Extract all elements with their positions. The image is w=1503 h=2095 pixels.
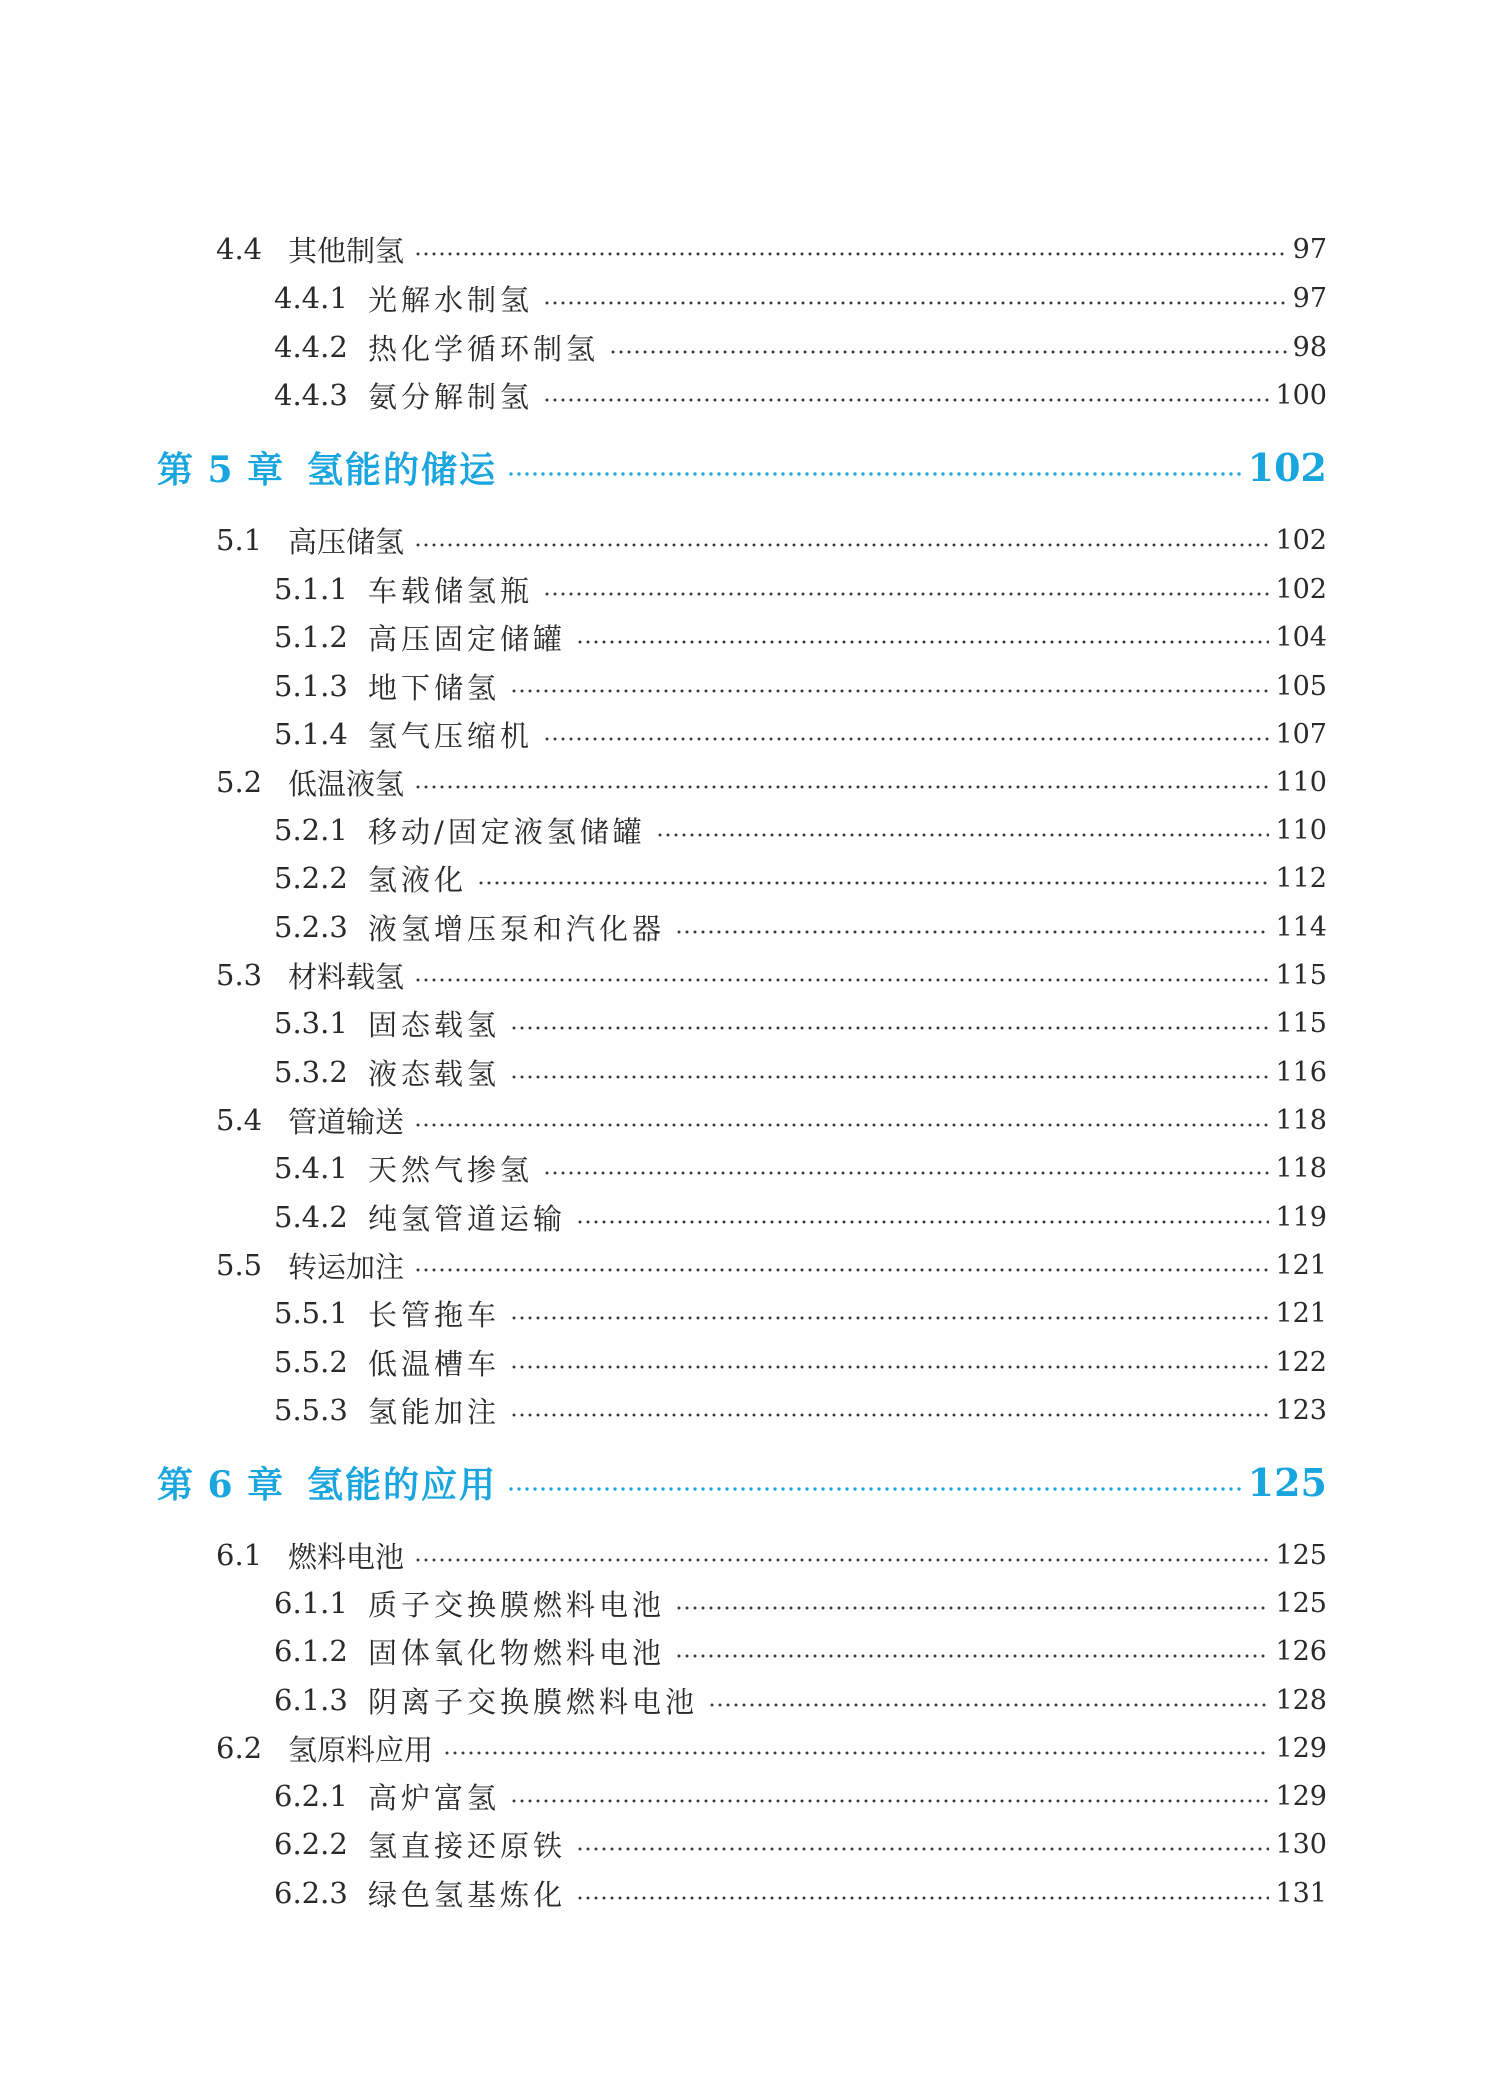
dot-leader <box>576 1847 1269 1851</box>
toc-page-number: 121 <box>1275 1297 1327 1329</box>
toc-section-number: 6.2 <box>216 1731 263 1765</box>
dot-leader <box>414 252 1287 256</box>
toc-subsection-title: 固体氧化物燃料电池 <box>368 1635 666 1670</box>
toc-page-number: 123 <box>1275 1394 1327 1426</box>
toc-page-number: 129 <box>1275 1732 1327 1764</box>
toc-subsection-entry[interactable] <box>274 905 1327 949</box>
toc-page-number: 118 <box>1275 1104 1327 1136</box>
dot-leader <box>576 640 1269 644</box>
toc-section-entry[interactable] <box>216 227 1327 271</box>
dot-leader <box>414 785 1269 789</box>
toc-page-number: 116 <box>1275 1056 1327 1088</box>
toc-subsection-number: 6.2.2 <box>274 1827 348 1861</box>
toc-subsection-title: 绿色氢基炼化 <box>368 1877 567 1912</box>
dot-leader <box>656 833 1270 837</box>
dot-leader <box>507 1487 1242 1491</box>
toc-subsection-number: 6.2.3 <box>274 1876 348 1910</box>
toc-subsection-title: 纯氢管道运输 <box>368 1201 567 1236</box>
toc-subsection-title: 天然气掺氢 <box>368 1152 534 1187</box>
toc-subsection-number: 5.2.1 <box>274 813 348 847</box>
toc-page-number: 112 <box>1275 862 1327 894</box>
toc-subsection-number: 5.4.1 <box>274 1151 348 1185</box>
dot-leader <box>543 592 1269 596</box>
toc-page-number: 105 <box>1275 670 1327 702</box>
toc-section-title: 转运加注 <box>288 1249 405 1284</box>
toc-subsection-entry[interactable] <box>274 1629 1327 1673</box>
toc-section-entry[interactable] <box>216 760 1327 804</box>
toc-page-number: 121 <box>1275 1249 1327 1281</box>
dot-leader <box>543 1171 1269 1175</box>
toc-subsection-number: 5.5.3 <box>274 1393 348 1427</box>
toc-section-title: 管道输送 <box>288 1104 405 1139</box>
toc-subsection-number: 5.1.2 <box>274 620 348 654</box>
dot-leader <box>609 350 1287 354</box>
toc-subsection-entry[interactable] <box>274 1340 1327 1384</box>
toc-subsection-title: 低温槽车 <box>368 1346 501 1381</box>
toc-subsection-entry[interactable] <box>274 808 1327 852</box>
toc-page-number: 97 <box>1292 233 1327 265</box>
toc-section-title: 高压储氢 <box>288 524 405 559</box>
toc-subsection-entry[interactable] <box>274 856 1327 900</box>
toc-section-number: 5.4 <box>216 1103 263 1137</box>
toc-subsection-number: 5.3.1 <box>274 1006 348 1040</box>
toc-page-number: 107 <box>1275 718 1327 750</box>
toc-subsection-title: 氢液化 <box>368 862 468 897</box>
toc-subsection-number: 4.4.2 <box>274 330 348 364</box>
toc-subsection-title: 地下储氢 <box>368 670 501 705</box>
toc-page-number: 102 <box>1247 444 1327 490</box>
toc-section-title: 低温液氢 <box>288 766 405 801</box>
toc-page-number: 125 <box>1275 1539 1327 1571</box>
toc-page-number: 130 <box>1275 1828 1327 1860</box>
dot-leader <box>477 881 1269 885</box>
dot-leader <box>675 1606 1269 1610</box>
dot-leader <box>414 543 1269 547</box>
dot-leader <box>675 1654 1269 1658</box>
dot-leader <box>510 1413 1269 1417</box>
toc-page-number: 118 <box>1275 1152 1327 1184</box>
dot-leader <box>543 737 1269 741</box>
toc-subsection-title: 热化学循环制氢 <box>368 331 600 366</box>
toc-subsection-entry[interactable] <box>274 1050 1327 1094</box>
toc-section-title: 材料载氢 <box>288 959 405 994</box>
toc-chapter-number: 第 5 章 <box>157 448 285 491</box>
toc-subsection-number: 6.1.3 <box>274 1683 348 1717</box>
toc-subsection-entry[interactable] <box>274 1146 1327 1190</box>
toc-subsection-number: 6.2.1 <box>274 1779 348 1813</box>
toc-subsection-title: 氢直接还原铁 <box>368 1828 567 1863</box>
toc-section-entry[interactable] <box>216 518 1327 562</box>
toc-subsection-entry[interactable] <box>274 1001 1327 1045</box>
toc-subsection-title: 高压固定储罐 <box>368 621 567 656</box>
toc-subsection-title: 长管拖车 <box>368 1297 501 1332</box>
dot-leader <box>576 1220 1269 1224</box>
dot-leader <box>543 301 1287 305</box>
toc-subsection-title: 阴离子交换膜燃料电池 <box>368 1684 699 1719</box>
toc-section-number: 5.2 <box>216 765 263 799</box>
toc-subsection-number: 4.4.3 <box>274 378 348 412</box>
toc-section-entry[interactable] <box>216 1098 1327 1142</box>
toc-subsection-title: 高炉富氢 <box>368 1780 501 1815</box>
toc-subsection-title: 氨分解制氢 <box>368 379 534 414</box>
toc-page-number: 122 <box>1275 1346 1327 1378</box>
toc-page-number: 126 <box>1275 1635 1327 1667</box>
toc-section-entry[interactable] <box>216 1243 1327 1287</box>
toc-section-entry[interactable] <box>216 1726 1327 1770</box>
toc-subsection-title: 光解水制氢 <box>368 282 534 317</box>
dot-leader <box>510 1026 1269 1030</box>
toc-subsection-entry[interactable] <box>274 615 1327 659</box>
toc-subsection-entry[interactable] <box>274 1822 1327 1866</box>
toc-subsection-number: 5.1.3 <box>274 669 348 703</box>
toc-subsection-title: 移动/固定液氢储罐 <box>368 814 646 849</box>
toc-page-number: 102 <box>1275 573 1327 605</box>
toc-section-number: 5.3 <box>216 958 263 992</box>
toc-subsection-number: 5.5.2 <box>274 1345 348 1379</box>
dot-leader <box>414 1558 1269 1562</box>
toc-subsection-title: 液态载氢 <box>368 1056 501 1091</box>
dot-leader <box>543 398 1269 402</box>
toc-subsection-entry[interactable] <box>274 1678 1327 1722</box>
toc-subsection-entry[interactable] <box>274 373 1327 417</box>
toc-page-number: 104 <box>1275 621 1327 653</box>
toc-section-title: 氢原料应用 <box>288 1732 434 1767</box>
dot-leader <box>414 978 1269 982</box>
dot-leader <box>507 472 1242 476</box>
toc-chapter-entry[interactable] <box>157 437 1327 497</box>
dot-leader <box>510 1075 1269 1079</box>
toc-subsection-entry[interactable] <box>274 664 1327 708</box>
toc-section-number: 4.4 <box>216 232 263 266</box>
toc-page-number: 125 <box>1247 1459 1327 1505</box>
toc-page-number: 102 <box>1275 524 1327 556</box>
toc-section-entry[interactable] <box>216 1533 1327 1577</box>
toc-section-number: 5.1 <box>216 523 263 557</box>
toc-page-number: 129 <box>1275 1780 1327 1812</box>
toc-subsection-number: 5.1.4 <box>274 717 348 751</box>
dot-leader <box>510 1365 1269 1369</box>
toc-subsection-entry[interactable] <box>274 1388 1327 1432</box>
toc-subsection-entry[interactable] <box>274 276 1327 320</box>
toc-page-number: 98 <box>1292 331 1327 363</box>
toc-subsection-title: 固态载氢 <box>368 1007 501 1042</box>
toc-chapter-title: 氢能的储运 <box>307 448 498 491</box>
toc-subsection-title: 氢气压缩机 <box>368 718 534 753</box>
toc-subsection-entry[interactable] <box>274 1195 1327 1239</box>
toc-chapter-number: 第 6 章 <box>157 1463 285 1506</box>
toc-subsection-title: 氢能加注 <box>368 1394 501 1429</box>
toc-page-number: 119 <box>1275 1201 1327 1233</box>
toc-page-number: 110 <box>1275 814 1327 846</box>
toc-page-number: 115 <box>1275 1007 1327 1039</box>
toc-subsection-number: 6.1.2 <box>274 1634 348 1668</box>
dot-leader <box>443 1751 1269 1755</box>
dot-leader <box>510 689 1269 693</box>
toc-subsection-number: 5.2.2 <box>274 861 348 895</box>
toc-subsection-number: 5.1.1 <box>274 572 348 606</box>
toc-subsection-number: 5.4.2 <box>274 1200 348 1234</box>
toc-page-number: 110 <box>1275 766 1327 798</box>
toc-page-number: 128 <box>1275 1684 1327 1716</box>
toc-section-title: 燃料电池 <box>288 1539 405 1574</box>
toc-subsection-entry[interactable] <box>274 1871 1327 1915</box>
toc-subsection-number: 5.5.1 <box>274 1296 348 1330</box>
toc-chapter-entry[interactable] <box>157 1452 1327 1512</box>
toc-subsection-number: 5.3.2 <box>274 1055 348 1089</box>
toc-page-number: 97 <box>1292 282 1327 314</box>
toc-subsection-title: 车载储氢瓶 <box>368 573 534 608</box>
toc-subsection-number: 6.1.1 <box>274 1586 348 1620</box>
toc-section-entry[interactable] <box>216 953 1327 997</box>
dot-leader <box>576 1896 1269 1900</box>
dot-leader <box>510 1799 1269 1803</box>
toc-subsection-entry[interactable] <box>274 1291 1327 1335</box>
toc-subsection-entry[interactable] <box>274 712 1327 756</box>
dot-leader <box>414 1123 1269 1127</box>
toc-subsection-number: 4.4.1 <box>274 281 348 315</box>
toc-subsection-title: 液氢增压泵和汽化器 <box>368 911 666 946</box>
toc-page-number: 115 <box>1275 959 1327 991</box>
toc-subsection-entry[interactable] <box>274 325 1327 369</box>
toc-chapter-title: 氢能的应用 <box>307 1463 498 1506</box>
toc-section-number: 5.5 <box>216 1248 263 1282</box>
toc-section-number: 6.1 <box>216 1538 263 1572</box>
toc-section-title: 其他制氢 <box>288 233 405 268</box>
toc-page-number: 114 <box>1275 911 1327 943</box>
dot-leader <box>708 1703 1269 1707</box>
toc-page-number: 125 <box>1275 1587 1327 1619</box>
toc-page-number: 100 <box>1275 379 1327 411</box>
dot-leader <box>414 1268 1269 1272</box>
toc-page-number: 131 <box>1275 1877 1327 1909</box>
toc-subsection-entry[interactable] <box>274 567 1327 611</box>
toc-subsection-entry[interactable] <box>274 1581 1327 1625</box>
toc-subsection-number: 5.2.3 <box>274 910 348 944</box>
dot-leader <box>510 1316 1269 1320</box>
toc-subsection-title: 质子交换膜燃料电池 <box>368 1587 666 1622</box>
dot-leader <box>675 930 1269 934</box>
toc-subsection-entry[interactable] <box>274 1774 1327 1818</box>
